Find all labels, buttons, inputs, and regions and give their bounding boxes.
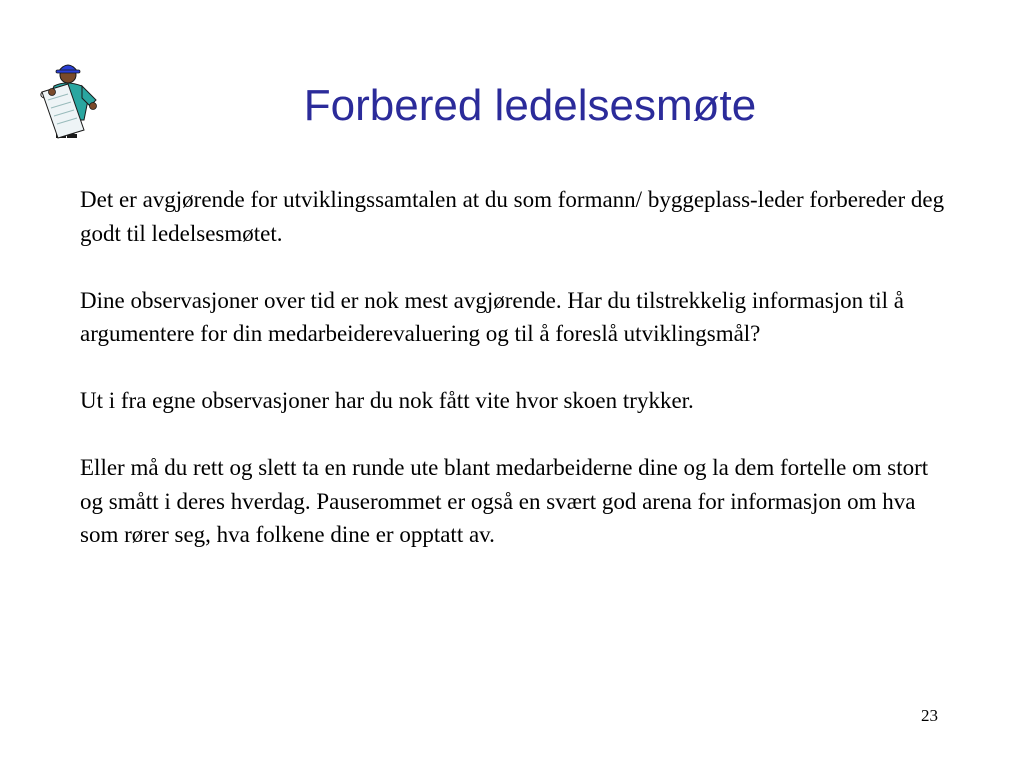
paragraph: Det er avgjørende for utviklingssamtalen at du som formann/ byggeplass-leder forbereder deg godt til ledelsesmøtet. — [80, 187, 945, 246]
paragraph: Eller må du rett og slett ta en runde ute blant medarbeiderne dine og la dem fortelle om stort og smått i deres hverdag. Pauserommet er også en svært god arena for informasjon om hva som rører seg, hva folkene dine er opptatt av. — [80, 455, 929, 547]
slide-body — [80, 183, 950, 585]
paragraph: Ut i fra egne observasjoner har du nok fått vite hvor skoen trykker. — [80, 388, 694, 413]
paragraph: Dine observasjoner over tid er nok mest avgjørende. Har du tilstrekkelig informasjon til å argumentere for din medarbeiderevaluering og til å foreslå utviklingsmål? — [80, 287, 904, 346]
construction-worker-with-blueprint-icon — [38, 56, 110, 140]
slide-title: Forbered ledelsesmøte — [303, 81, 757, 130]
page-number: 23 — [921, 706, 938, 725]
